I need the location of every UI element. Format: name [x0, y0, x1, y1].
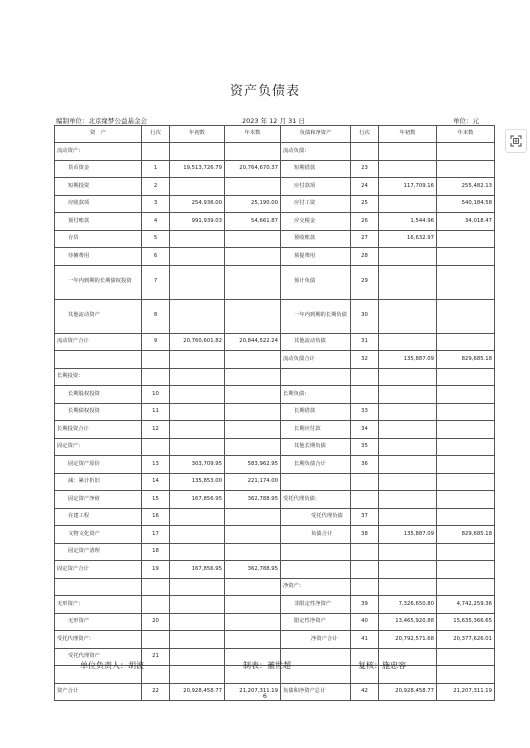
asset-beginning-balance: 303,709.95 [170, 456, 225, 474]
liability-ending-balance [437, 333, 495, 351]
asset-name: 流动资产： [55, 143, 142, 161]
asset-line-no: 20 [142, 613, 170, 631]
liability-line-no: 31 [351, 333, 379, 351]
table-row [55, 368, 495, 386]
liability-name: 应付款项 [281, 178, 351, 196]
asset-ending-balance [225, 386, 281, 404]
asset-beginning-balance [170, 386, 225, 404]
asset-beginning-balance [170, 631, 225, 649]
liability-line-no: 32 [351, 351, 379, 369]
asset-name: 减：累计折旧 [55, 473, 142, 491]
liability-line-no: 26 [351, 213, 379, 231]
asset-ending-balance [225, 526, 281, 544]
asset-line-no: 1 [142, 160, 170, 178]
liability-ending-balance: 34,018.47 [437, 213, 495, 231]
liability-beginning-balance [379, 368, 437, 386]
liability-line-no [351, 543, 379, 561]
asset-beginning-balance [170, 613, 225, 631]
table-row [55, 421, 495, 439]
table-row [55, 596, 495, 614]
liability-ending-balance [437, 403, 495, 421]
table-row [55, 333, 495, 351]
asset-beginning-balance [170, 230, 225, 248]
asset-beginning-balance [170, 143, 225, 161]
asset-name: 货币资金 [55, 160, 142, 178]
liability-beginning-balance: 20,792,571.68 [379, 631, 437, 649]
asset-beginning-balance: 167,856.95 [170, 561, 225, 579]
asset-name [55, 578, 142, 596]
liability-beginning-balance: 135,887.09 [379, 526, 437, 544]
liability-name [281, 473, 351, 491]
liability-ending-balance: 540,184.58 [437, 195, 495, 213]
liability-ending-balance: 829,685.18 [437, 526, 495, 544]
report-title: 资产负债表 [229, 84, 300, 99]
asset-ending-balance: 362,788.95 [225, 561, 281, 579]
asset-line-no [142, 351, 170, 369]
liability-name: 预收账款 [281, 230, 351, 248]
liability-name [281, 648, 351, 666]
asset-beginning-balance: 20,928,458.77 [170, 683, 225, 701]
asset-ending-balance [225, 230, 281, 248]
asset-line-no: 8 [142, 299, 170, 333]
table-row [55, 195, 495, 213]
liability-ending-balance: 4,742,259.36 [437, 596, 495, 614]
table-row [55, 456, 495, 474]
asset-line-no [142, 368, 170, 386]
liability-beginning-balance [379, 386, 437, 404]
liability-ending-balance [437, 265, 495, 299]
liability-name: 预提费用 [281, 248, 351, 266]
asset-line-no: 3 [142, 195, 170, 213]
liability-name: 长期借款 [281, 403, 351, 421]
asset-beginning-balance: 135,853.00 [170, 473, 225, 491]
header-beginning-balance: 年初数 [379, 126, 437, 143]
asset-name: 短期投资 [55, 178, 142, 196]
asset-line-no: 16 [142, 508, 170, 526]
liability-line-no [351, 143, 379, 161]
asset-beginning-balance: 254,936.00 [170, 195, 225, 213]
liability-ending-balance [437, 421, 495, 439]
asset-ending-balance: 20,764,670.37 [225, 160, 281, 178]
asset-beginning-balance [170, 666, 225, 684]
liability-beginning-balance: 135,887.09 [379, 351, 437, 369]
table-row [55, 386, 495, 404]
asset-ending-balance [225, 508, 281, 526]
asset-name: 固定资产清理 [55, 543, 142, 561]
asset-ending-balance [225, 351, 281, 369]
liability-ending-balance [437, 578, 495, 596]
header-ending-balance: 年末数 [437, 126, 495, 143]
asset-name: 受托代理资产： [55, 631, 142, 649]
liability-ending-balance [437, 561, 495, 579]
asset-name: 预付账款 [55, 213, 142, 231]
liability-beginning-balance [379, 561, 437, 579]
asset-line-no [142, 143, 170, 161]
asset-name: 文物文化资产 [55, 526, 142, 544]
table-row [55, 265, 495, 299]
liability-ending-balance [437, 248, 495, 266]
asset-ending-balance [225, 613, 281, 631]
liability-name: 负债和净资产总计 [281, 683, 351, 701]
asset-ending-balance [225, 596, 281, 614]
asset-line-no: 7 [142, 265, 170, 299]
table-row [55, 508, 495, 526]
organization-label: 编制单位：北京缘梦公益基金会 [56, 117, 147, 125]
header-ending-balance: 年末数 [225, 126, 281, 143]
liability-name: 短期借款 [281, 160, 351, 178]
asset-name: 无形资产： [55, 596, 142, 614]
asset-ending-balance [225, 578, 281, 596]
liability-ending-balance [437, 456, 495, 474]
asset-name [55, 351, 142, 369]
liability-beginning-balance: 117,709.16 [379, 178, 437, 196]
asset-ending-balance: 20,844,522.24 [225, 333, 281, 351]
table-row [55, 526, 495, 544]
asset-line-no [142, 438, 170, 456]
liability-line-no [351, 368, 379, 386]
table-header-row [55, 126, 495, 143]
liability-ending-balance [437, 666, 495, 684]
liability-name: 流动负债： [281, 143, 351, 161]
liability-name: 长期负债： [281, 386, 351, 404]
liability-beginning-balance [379, 299, 437, 333]
table-row [55, 351, 495, 369]
asset-beginning-balance [170, 299, 225, 333]
page-number: 6 [262, 692, 268, 700]
liability-name: 应付工资 [281, 195, 351, 213]
asset-line-no: 18 [142, 543, 170, 561]
liability-line-no: 29 [351, 265, 379, 299]
liability-line-no: 36 [351, 456, 379, 474]
table-row [55, 613, 495, 631]
liability-ending-balance [437, 473, 495, 491]
liability-name: 流动负债合计 [281, 351, 351, 369]
liability-beginning-balance [379, 160, 437, 178]
liability-beginning-balance [379, 508, 437, 526]
liability-name: 受托代理负债： [281, 491, 351, 509]
liability-beginning-balance [379, 403, 437, 421]
table-row [55, 561, 495, 579]
asset-name: 固定资产原价 [55, 456, 142, 474]
asset-name: 长期投资： [55, 368, 142, 386]
liability-line-no: 34 [351, 421, 379, 439]
liability-beginning-balance: 16,632.97 [379, 230, 437, 248]
asset-name: 固定资产合计 [55, 561, 142, 579]
asset-line-no [142, 631, 170, 649]
liability-line-no: 33 [351, 403, 379, 421]
asset-line-no: 21 [142, 648, 170, 666]
balance-sheet-table [54, 125, 495, 701]
asset-name: 流动资产合计 [55, 333, 142, 351]
asset-line-no [142, 666, 170, 684]
liability-line-no: 35 [351, 438, 379, 456]
liability-name [281, 561, 351, 579]
liability-line-no: 25 [351, 195, 379, 213]
liability-name: 长期应付款 [281, 421, 351, 439]
asset-line-no: 9 [142, 333, 170, 351]
liability-beginning-balance [379, 143, 437, 161]
asset-beginning-balance: 20,760,601.82 [170, 333, 225, 351]
liability-line-no: 24 [351, 178, 379, 196]
asset-ending-balance [225, 438, 281, 456]
asset-line-no: 22 [142, 683, 170, 701]
liability-beginning-balance: 13,465,920.88 [379, 613, 437, 631]
asset-name: 资产合计 [55, 683, 142, 701]
asset-name: 待摊费用 [55, 248, 142, 266]
asset-line-no: 15 [142, 491, 170, 509]
asset-beginning-balance [170, 508, 225, 526]
liability-line-no: 23 [351, 160, 379, 178]
liability-beginning-balance [379, 543, 437, 561]
table-row [55, 578, 495, 596]
liability-line-no: 39 [351, 596, 379, 614]
currency-unit: 单位：元 [453, 117, 479, 125]
liability-name: 一年内到期的长期负债 [281, 299, 351, 333]
asset-line-no: 14 [142, 473, 170, 491]
preparer: 制表：董世超 [243, 661, 291, 670]
liability-name: 其他长期负债 [281, 438, 351, 456]
asset-beginning-balance: 991,939.03 [170, 213, 225, 231]
asset-name: 应收款项 [55, 195, 142, 213]
table-row [55, 491, 495, 509]
asset-beginning-balance [170, 526, 225, 544]
liability-name [281, 368, 351, 386]
liability-line-no: 37 [351, 508, 379, 526]
asset-beginning-balance [170, 578, 225, 596]
liability-name: 受托代理负债 [281, 508, 351, 526]
table-row [55, 473, 495, 491]
asset-beginning-balance: 19,513,726.79 [170, 160, 225, 178]
asset-name: 长期债权投资 [55, 403, 142, 421]
asset-ending-balance: 362,788.95 [225, 491, 281, 509]
header-assets: 资 产 [55, 126, 142, 143]
asset-beginning-balance [170, 438, 225, 456]
table-row [55, 631, 495, 649]
liability-name: 非限定性净资产 [281, 596, 351, 614]
liability-beginning-balance [379, 491, 437, 509]
header-line-no: 行次 [142, 126, 170, 143]
asset-ending-balance: 25,190.00 [225, 195, 281, 213]
asset-name: 在建工程 [55, 508, 142, 526]
reviewer: 复核：施忠容 [358, 661, 406, 670]
liability-line-no: 38 [351, 526, 379, 544]
liability-ending-balance [437, 368, 495, 386]
liability-beginning-balance [379, 248, 437, 266]
asset-ending-balance [225, 143, 281, 161]
asset-name: 一年内到期的长期债权投资 [55, 265, 142, 299]
header-line-no: 行次 [351, 126, 379, 143]
table-row [55, 438, 495, 456]
liability-line-no [351, 561, 379, 579]
asset-ending-balance [225, 631, 281, 649]
liability-beginning-balance [379, 333, 437, 351]
grid-scan-icon [510, 132, 522, 151]
asset-name: 存货 [55, 230, 142, 248]
liability-line-no: 41 [351, 631, 379, 649]
asset-line-no [142, 596, 170, 614]
liability-name: 长期负债合计 [281, 456, 351, 474]
liability-beginning-balance [379, 438, 437, 456]
liability-ending-balance [437, 386, 495, 404]
liability-ending-balance: 255,482.13 [437, 178, 495, 196]
table-row [55, 403, 495, 421]
liability-ending-balance: 20,377,626.01 [437, 631, 495, 649]
asset-ending-balance [225, 299, 281, 333]
asset-name: 固定资产： [55, 438, 142, 456]
liability-ending-balance [437, 299, 495, 333]
liability-ending-balance [437, 648, 495, 666]
asset-beginning-balance [170, 648, 225, 666]
liability-ending-balance [437, 160, 495, 178]
liability-line-no: 42 [351, 683, 379, 701]
asset-name: 长期投资合计 [55, 421, 142, 439]
liability-beginning-balance [379, 265, 437, 299]
asset-line-no: 13 [142, 456, 170, 474]
liability-name [281, 666, 351, 684]
liability-name: 预计负债 [281, 265, 351, 299]
liability-name: 其他流动负债 [281, 333, 351, 351]
liability-beginning-balance [379, 578, 437, 596]
liability-line-no [351, 578, 379, 596]
liability-name: 限定性净资产 [281, 613, 351, 631]
liability-ending-balance [437, 230, 495, 248]
liability-line-no: 28 [351, 248, 379, 266]
asset-ending-balance [225, 543, 281, 561]
liability-beginning-balance [379, 456, 437, 474]
liability-beginning-balance [379, 195, 437, 213]
asset-ending-balance: 583,962.95 [225, 456, 281, 474]
asset-beginning-balance [170, 403, 225, 421]
table-row [55, 299, 495, 333]
asset-line-no: 4 [142, 213, 170, 231]
liability-name: 净资产： [281, 578, 351, 596]
asset-name: 其他流动资产 [55, 299, 142, 333]
liability-beginning-balance: 1,544.96 [379, 213, 437, 231]
asset-beginning-balance [170, 248, 225, 266]
asset-beginning-balance: 167,856.95 [170, 491, 225, 509]
asset-beginning-balance [170, 421, 225, 439]
asset-beginning-balance [170, 368, 225, 386]
liability-name [281, 543, 351, 561]
asset-line-no: 12 [142, 421, 170, 439]
asset-line-no: 19 [142, 561, 170, 579]
asset-ending-balance [225, 265, 281, 299]
asset-beginning-balance [170, 265, 225, 299]
asset-ending-balance: 54,661.87 [225, 213, 281, 231]
table-row [55, 160, 495, 178]
header-liabilities-net-assets: 负债和净资产 [281, 126, 351, 143]
liability-ending-balance [437, 508, 495, 526]
asset-ending-balance [225, 421, 281, 439]
liability-line-no: 27 [351, 230, 379, 248]
table-row [55, 543, 495, 561]
liability-beginning-balance [379, 421, 437, 439]
grid-scan-button[interactable] [505, 129, 527, 153]
asset-line-no: 10 [142, 386, 170, 404]
asset-ending-balance [225, 178, 281, 196]
liability-ending-balance [437, 438, 495, 456]
liability-line-no [351, 386, 379, 404]
header-beginning-balance: 年初数 [170, 126, 225, 143]
asset-line-no: 5 [142, 230, 170, 248]
asset-ending-balance [225, 248, 281, 266]
report-date: 2023 年 12 月 31 日 [242, 117, 305, 125]
asset-beginning-balance [170, 596, 225, 614]
asset-ending-balance [225, 403, 281, 421]
asset-line-no: 11 [142, 403, 170, 421]
table-row [55, 213, 495, 231]
table-row [55, 248, 495, 266]
asset-ending-balance: 221,174.00 [225, 473, 281, 491]
asset-ending-balance [225, 368, 281, 386]
liability-beginning-balance [379, 473, 437, 491]
asset-line-no: 6 [142, 248, 170, 266]
liability-line-no [351, 491, 379, 509]
liability-ending-balance: 15,635,366.65 [437, 613, 495, 631]
asset-line-no: 2 [142, 178, 170, 196]
liability-ending-balance: 21,207,311.19 [437, 683, 495, 701]
liability-ending-balance [437, 543, 495, 561]
responsible-person: 单位负责人：胡波 [80, 661, 144, 670]
asset-ending-balance: 21,207,311.19 [225, 683, 281, 701]
table-row [55, 143, 495, 161]
asset-name: 固定资产净值 [55, 491, 142, 509]
liability-ending-balance [437, 491, 495, 509]
asset-beginning-balance [170, 543, 225, 561]
asset-line-no [142, 578, 170, 596]
liability-ending-balance [437, 143, 495, 161]
asset-name: 长期股权投资 [55, 386, 142, 404]
liability-line-no: 40 [351, 613, 379, 631]
table-row [55, 178, 495, 196]
liability-ending-balance: 829,685.18 [437, 351, 495, 369]
liability-line-no: 30 [351, 299, 379, 333]
asset-name: 无形资产 [55, 613, 142, 631]
asset-beginning-balance [170, 178, 225, 196]
liability-name: 负债合计 [281, 526, 351, 544]
asset-line-no: 17 [142, 526, 170, 544]
liability-line-no [351, 473, 379, 491]
asset-beginning-balance [170, 351, 225, 369]
liability-beginning-balance: 7,326,650.80 [379, 596, 437, 614]
table-row [55, 230, 495, 248]
asset-name: 受托代理资产 [55, 648, 142, 666]
liability-beginning-balance: 20,928,458.77 [379, 683, 437, 701]
liability-name: 应交税金 [281, 213, 351, 231]
liability-name: 净资产合计 [281, 631, 351, 649]
